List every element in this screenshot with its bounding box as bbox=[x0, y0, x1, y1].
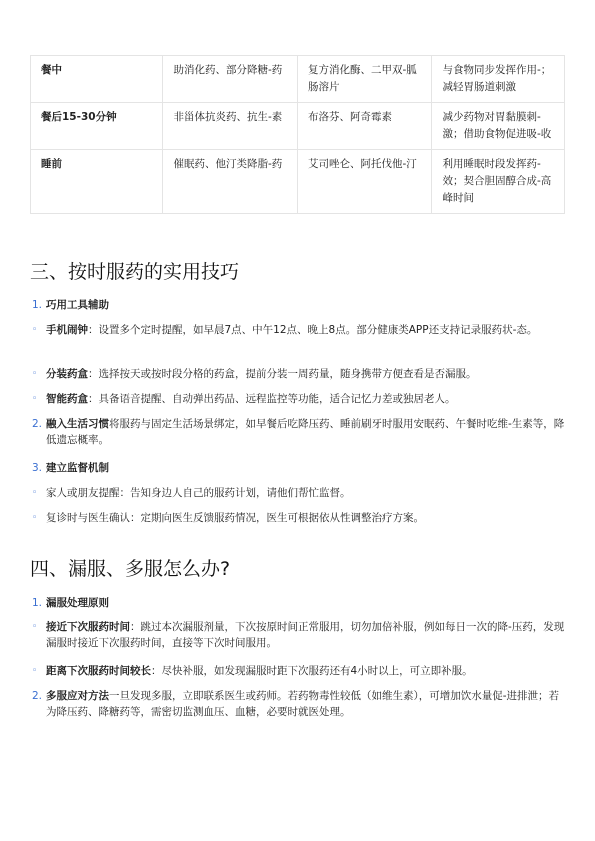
table-row bbox=[31, 56, 565, 103]
numbered-item bbox=[30, 595, 565, 611]
item-text: 复诊时与医生确认：定期向医生反馈服药情况，医生可根据依从性调整治疗方案。 bbox=[46, 512, 424, 524]
item-text: ：设置多个定时提醒，如早晨7点、中午12点、晚上8点。部分健康类APP还支持记录服药状-态。 bbox=[88, 324, 538, 336]
table-cell: 布洛芬、阿奇霉素 bbox=[297, 103, 431, 150]
list-number: 2. bbox=[32, 690, 43, 702]
item-label: 建立监督机制 bbox=[46, 462, 109, 474]
hollow-circle-bullet-icon: ◦ bbox=[32, 622, 38, 632]
item-label: 多服应对方法 bbox=[46, 690, 109, 702]
hollow-circle-bullet-icon: ◦ bbox=[32, 488, 38, 498]
hollow-circle-bullet-icon: ◦ bbox=[32, 325, 38, 335]
table-row bbox=[31, 150, 565, 214]
list-item bbox=[30, 663, 565, 679]
list-item bbox=[30, 391, 565, 407]
list-number: 2. bbox=[32, 418, 43, 430]
table-cell: 减少药物对胃黏膜刺-激；借助食物促进吸-收 bbox=[432, 103, 565, 150]
item-text: ：尽快补服，如发现漏服时距下次服药还有4小时以上，可立即补服。 bbox=[151, 665, 473, 677]
table-cell: 餐中 bbox=[31, 56, 163, 103]
list-number: 1. bbox=[32, 597, 43, 609]
list-item bbox=[30, 322, 565, 338]
item-label: 智能药盒 bbox=[46, 393, 88, 405]
item-text: 家人或朋友提醒：告知身边人自己的服药计划，请他们帮忙监督。 bbox=[46, 487, 351, 499]
table-cell: 利用睡眠时段发挥药-效；契合胆固醇合成-高峰时间 bbox=[432, 150, 565, 214]
item-label: 手机闹钟 bbox=[46, 324, 88, 336]
item-text: 将服药与固定生活场景绑定，如早餐后吃降压药、睡前刷牙时服用安眠药、午餐时吃维-生素等，降低遗忘概率。 bbox=[46, 418, 565, 446]
hollow-circle-bullet-icon: ◦ bbox=[32, 666, 38, 676]
medication-timing-table bbox=[30, 55, 565, 214]
table-cell: 艾司唑仑、阿托伐他-汀 bbox=[297, 150, 431, 214]
item-text: ：具备语音提醒、自动弹出药品、远程监控等功能，适合记忆力差或独居老人。 bbox=[88, 393, 456, 405]
item-label: 分装药盒 bbox=[46, 368, 88, 380]
table-cell: 与食物同步发挥作用-；减轻胃肠道刺激 bbox=[432, 56, 565, 103]
list-item bbox=[30, 366, 565, 382]
section-heading: 四、漏服、多服怎么办? bbox=[30, 558, 231, 580]
list-number: 3. bbox=[32, 462, 43, 474]
list-item bbox=[30, 510, 565, 526]
table-row bbox=[31, 103, 565, 150]
numbered-item bbox=[30, 460, 565, 476]
list-number: 1. bbox=[32, 299, 43, 311]
table-cell: 餐后15-30分钟 bbox=[31, 103, 163, 150]
item-label: 漏服处理原则 bbox=[46, 597, 109, 609]
hollow-circle-bullet-icon: ◦ bbox=[32, 394, 38, 404]
item-text: ：选择按天或按时段分格的药盒，提前分装一周药量，随身携带方便查看是否漏服。 bbox=[88, 368, 477, 380]
table-cell: 助消化药、部分降糖-药 bbox=[163, 56, 297, 103]
item-label: 距离下次服药时间较长 bbox=[46, 665, 151, 677]
item-text: ：跳过本次漏服剂量，下次按原时间正常服用，切勿加倍补服，例如每日一次的降-压药，发现漏服时接近下次服药时间，直接等下次时间服用。 bbox=[46, 621, 565, 649]
table-cell: 催眠药、他汀类降脂-药 bbox=[163, 150, 297, 214]
item-text: 一旦发现多服，立即联系医生或药师。若药物毒性较低（如维生素），可增加饮水量促-进排泄；若为降压药、降糖药等，需密切监测血压、血糖，必要时就医处理。 bbox=[46, 690, 560, 718]
item-label: 接近下次服药时间 bbox=[46, 621, 130, 633]
hollow-circle-bullet-icon: ◦ bbox=[32, 513, 38, 523]
table-cell: 复方消化酶、二甲双-胍肠溶片 bbox=[297, 56, 431, 103]
numbered-item bbox=[30, 688, 565, 720]
numbered-item bbox=[30, 416, 565, 448]
section-heading: 三、按时服药的实用技巧 bbox=[30, 261, 240, 283]
item-label: 巧用工具辅助 bbox=[46, 299, 109, 311]
table-cell: 睡前 bbox=[31, 150, 163, 214]
table-cell: 非甾体抗炎药、抗生-素 bbox=[163, 103, 297, 150]
hollow-circle-bullet-icon: ◦ bbox=[32, 369, 38, 379]
item-label: 融入生活习惯 bbox=[46, 418, 109, 430]
numbered-item bbox=[30, 297, 565, 313]
list-item bbox=[30, 619, 565, 651]
list-item bbox=[30, 485, 565, 501]
